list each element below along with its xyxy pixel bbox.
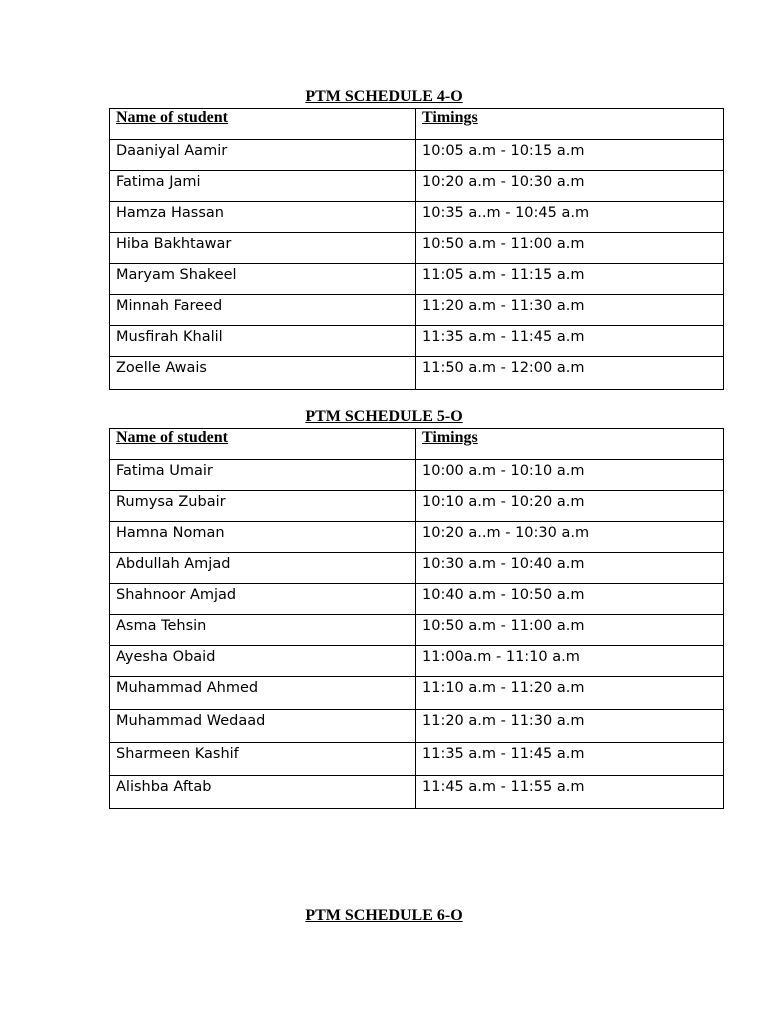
timing-cell: 10:30 a.m - 10:40 a.m xyxy=(416,553,724,584)
schedule-title-6o: PTM SCHEDULE 6-O xyxy=(305,907,463,924)
student-name-cell: Shahnoor Amjad xyxy=(110,584,416,615)
table-row xyxy=(110,743,724,776)
table-row xyxy=(110,776,724,809)
student-name-cell: Hamza Hassan xyxy=(110,202,416,233)
timing-cell: 10:10 a.m - 10:20 a.m xyxy=(416,491,724,522)
table-row xyxy=(110,233,724,264)
table-row xyxy=(110,584,724,615)
timing-cell: 10:35 a..m - 10:45 a.m xyxy=(416,202,724,233)
timing-cell: 10:20 a.m - 10:30 a.m xyxy=(416,171,724,202)
student-name-cell: Alishba Aftab xyxy=(110,776,416,809)
timing-cell: 11:05 a.m - 11:15 a.m xyxy=(416,264,724,295)
student-name-cell: Rumysa Zubair xyxy=(110,491,416,522)
student-name-cell: Abdullah Amjad xyxy=(110,553,416,584)
table-row xyxy=(110,615,724,646)
timing-cell: 10:20 a..m - 10:30 a.m xyxy=(416,522,724,553)
table-row xyxy=(110,295,724,326)
timing-cell: 10:50 a.m - 11:00 a.m xyxy=(416,615,724,646)
header-timings: Timings xyxy=(416,109,724,140)
table-header-row xyxy=(110,429,724,460)
student-name-cell: Minnah Fareed xyxy=(110,295,416,326)
schedule-title-4o: PTM SCHEDULE 4-O xyxy=(305,88,463,105)
table-row xyxy=(110,460,724,491)
student-name-cell: Ayesha Obaid xyxy=(110,646,416,677)
timing-cell: 11:45 a.m - 11:55 a.m xyxy=(416,776,724,809)
table-row xyxy=(110,677,724,710)
table-row xyxy=(110,646,724,677)
student-name-cell: Sharmeen Kashif xyxy=(110,743,416,776)
table-header-row xyxy=(110,109,724,140)
table-row xyxy=(110,522,724,553)
table-row xyxy=(110,553,724,584)
student-name-cell: Musfirah Khalil xyxy=(110,326,416,357)
header-timings: Timings xyxy=(416,429,724,460)
timing-cell: 11:10 a.m - 11:20 a.m xyxy=(416,677,724,710)
timing-cell: 10:50 a.m - 11:00 a.m xyxy=(416,233,724,264)
table-row xyxy=(110,710,724,743)
timing-cell: 11:20 a.m - 11:30 a.m xyxy=(416,295,724,326)
table-row xyxy=(110,264,724,295)
header-name-of-student: Name of student xyxy=(110,429,416,460)
table-row xyxy=(110,140,724,171)
table-row xyxy=(110,357,724,390)
table-row xyxy=(110,202,724,233)
timing-cell: 11:35 a.m - 11:45 a.m xyxy=(416,743,724,776)
student-name-cell: Fatima Umair xyxy=(110,460,416,491)
timing-cell: 11:00a.m - 11:10 a.m xyxy=(416,646,724,677)
student-name-cell: Daaniyal Aamir xyxy=(110,140,416,171)
table-row xyxy=(110,171,724,202)
student-name-cell: Hamna Noman xyxy=(110,522,416,553)
schedule-table-4o xyxy=(109,108,724,390)
table-row xyxy=(110,326,724,357)
table-row xyxy=(110,491,724,522)
timing-cell: 10:00 a.m - 10:10 a.m xyxy=(416,460,724,491)
timing-cell: 10:05 a.m - 10:15 a.m xyxy=(416,140,724,171)
timing-cell: 10:40 a.m - 10:50 a.m xyxy=(416,584,724,615)
student-name-cell: Asma Tehsin xyxy=(110,615,416,646)
student-name-cell: Muhammad Wedaad xyxy=(110,710,416,743)
timing-cell: 11:50 a.m - 12:00 a.m xyxy=(416,357,724,390)
student-name-cell: Zoelle Awais xyxy=(110,357,416,390)
student-name-cell: Muhammad Ahmed xyxy=(110,677,416,710)
header-name-of-student: Name of student xyxy=(110,109,416,140)
timing-cell: 11:35 a.m - 11:45 a.m xyxy=(416,326,724,357)
student-name-cell: Hiba Bakhtawar xyxy=(110,233,416,264)
student-name-cell: Maryam Shakeel xyxy=(110,264,416,295)
schedule-title-5o: PTM SCHEDULE 5-O xyxy=(305,408,463,425)
student-name-cell: Fatima Jami xyxy=(110,171,416,202)
timing-cell: 11:20 a.m - 11:30 a.m xyxy=(416,710,724,743)
schedule-table-5o xyxy=(109,428,724,809)
